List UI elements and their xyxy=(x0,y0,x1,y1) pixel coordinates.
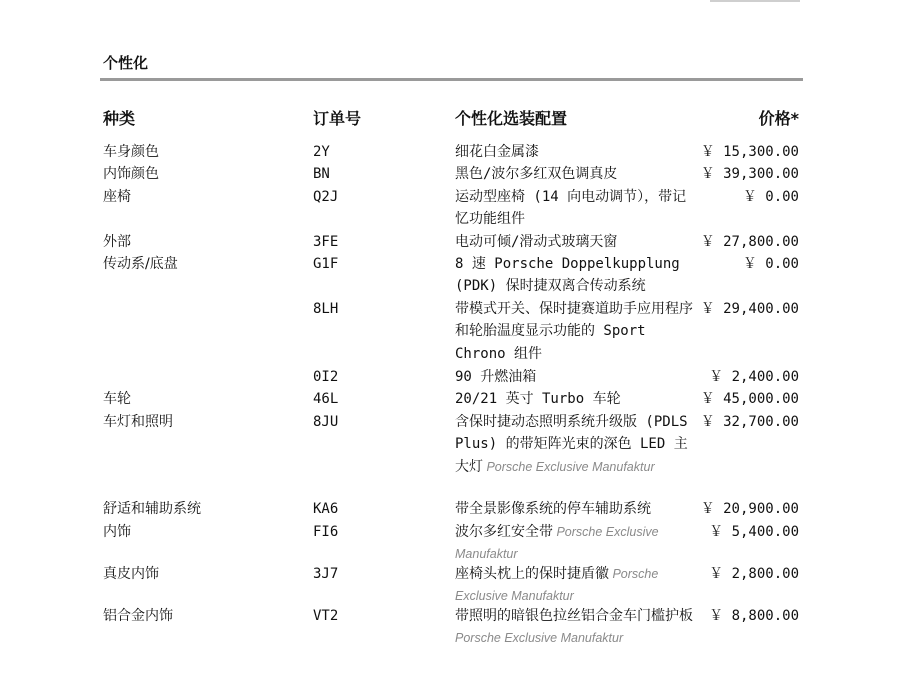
category-cell: 传动系/底盘 xyxy=(103,256,178,272)
price-cell: ￥ 32,700.00 xyxy=(700,414,799,430)
price-cell: ￥ 39,300.00 xyxy=(700,166,799,182)
option-cell: 带照明的暗银色拉丝铝合金车门槛护板 Porsche Exclusive Manufaktur xyxy=(455,608,693,646)
manufaktur-note: Porsche Exclusive Manufaktur xyxy=(455,525,659,562)
option-cell: 带模式开关、保时捷赛道助手应用程序和轮胎温度显示功能的 Sport Chrono 组件 xyxy=(455,301,693,362)
category-cell: 车灯和照明 xyxy=(103,414,173,430)
order-number-cell: 3J7 xyxy=(313,566,339,582)
header-category: 种类 xyxy=(103,109,136,128)
manufaktur-note: Porsche Exclusive Manufaktur xyxy=(455,631,624,646)
header-price: 价格* xyxy=(758,109,799,128)
option-cell: 黑色/波尔多红双色调真皮 xyxy=(455,166,618,182)
order-number-cell: VT2 xyxy=(313,608,339,624)
order-number-cell: 2Y xyxy=(313,144,330,160)
price-cell: ￥ 0.00 xyxy=(742,256,799,272)
price-cell: ￥ 2,800.00 xyxy=(709,566,799,582)
category-cell: 舒适和辅助系统 xyxy=(103,501,201,517)
order-number-cell: G1F xyxy=(313,256,339,272)
top-edge-mark xyxy=(710,0,800,2)
order-number-cell: 8JU xyxy=(313,414,339,430)
category-cell: 内饰颜色 xyxy=(103,166,159,182)
order-number-cell: BN xyxy=(313,166,330,182)
order-number-cell: KA6 xyxy=(313,501,339,517)
price-cell: ￥ 45,000.00 xyxy=(700,391,799,407)
option-cell: 90 升燃油箱 xyxy=(455,369,537,385)
option-cell: 座椅头枕上的保时捷盾徽 Porsche Exclusive Manufaktur xyxy=(455,566,659,604)
category-cell: 铝合金内饰 xyxy=(103,608,173,624)
option-cell: 运动型座椅 (14 向电动调节），带记忆功能组件 xyxy=(455,189,687,228)
title-divider xyxy=(100,78,803,81)
option-cell: 带全景影像系统的停车辅助系统 xyxy=(455,501,651,517)
option-cell: 细花白金属漆 xyxy=(455,144,539,160)
category-cell: 外部 xyxy=(103,234,131,250)
price-cell: ￥ 20,900.00 xyxy=(700,501,799,517)
price-cell: ￥ 27,800.00 xyxy=(700,234,799,250)
price-cell: ￥ 8,800.00 xyxy=(709,608,799,624)
price-cell: ￥ 0.00 xyxy=(742,189,799,205)
order-number-cell: 46L xyxy=(313,391,339,407)
order-number-cell: 0I2 xyxy=(313,369,339,385)
option-cell: 8 速 Porsche Doppelkupplung (PDK) 保时捷双离合传动系统 xyxy=(455,256,680,295)
page-title: 个性化 xyxy=(103,54,149,72)
category-cell: 车身颜色 xyxy=(103,144,159,160)
price-cell: ￥ 5,400.00 xyxy=(709,524,799,540)
price-cell: ￥ 15,300.00 xyxy=(700,144,799,160)
option-cell: 电动可倾/滑动式玻璃天窗 xyxy=(455,234,618,250)
header-order-number: 订单号 xyxy=(313,109,362,128)
category-cell: 真皮内饰 xyxy=(103,566,159,582)
option-cell: 含保时捷动态照明系统升级版 (PDLS Plus) 的带矩阵光束的深色 LED 主大灯 Porsche Exclusive Manufaktur xyxy=(455,414,688,475)
option-cell: 波尔多红安全带 Porsche Exclusive Manufaktur xyxy=(455,524,659,562)
order-number-cell: FI6 xyxy=(313,524,339,540)
order-number-cell: 8LH xyxy=(313,301,339,317)
order-number-cell: 3FE xyxy=(313,234,339,250)
category-cell: 内饰 xyxy=(103,524,131,540)
category-cell: 座椅 xyxy=(103,189,131,205)
option-cell: 20/21 英寸 Turbo 车轮 xyxy=(455,391,621,407)
price-cell: ￥ 29,400.00 xyxy=(700,301,799,317)
manufaktur-note: Porsche Exclusive Manufaktur xyxy=(483,459,655,474)
price-cell: ￥ 2,400.00 xyxy=(709,369,799,385)
category-cell: 车轮 xyxy=(103,391,131,407)
header-option: 个性化选装配置 xyxy=(455,109,568,128)
manufaktur-note: Porsche Exclusive Manufaktur xyxy=(455,567,659,604)
order-number-cell: Q2J xyxy=(313,189,339,205)
